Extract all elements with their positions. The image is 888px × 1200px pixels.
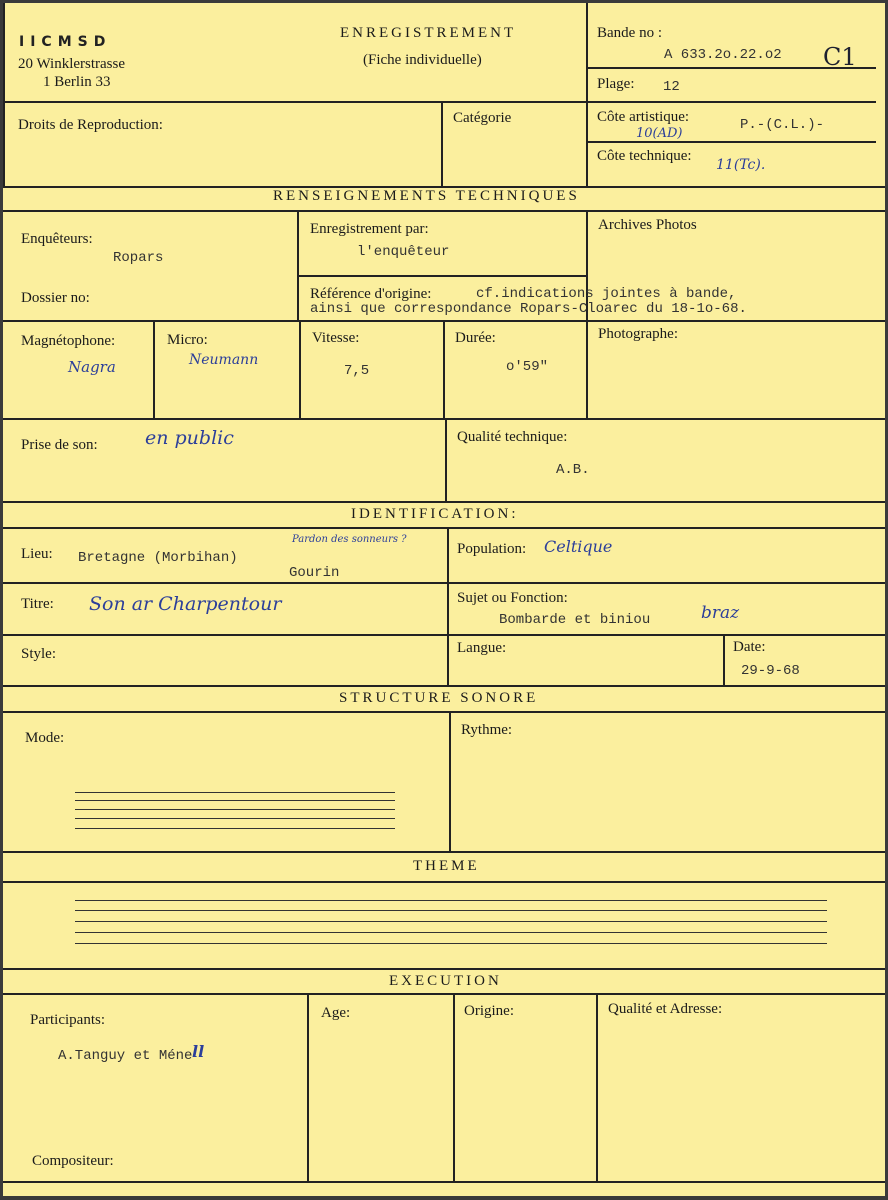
header-divider-2 [586, 3, 588, 188]
style-label: Style: [21, 646, 57, 662]
reference-line-1: cf.indications jointes à bande, [476, 286, 737, 302]
dossier-label: Dossier no: [21, 290, 90, 306]
date-divider [723, 634, 725, 687]
theme-line-1 [75, 900, 827, 901]
lieu-label: Lieu: [21, 546, 53, 562]
theme-line-5 [75, 943, 827, 944]
equipment-bottom-rule [3, 418, 885, 420]
theme-title-rule [3, 881, 885, 883]
mode-label: Mode: [25, 730, 65, 746]
archives-photos-label: Archives Photos [598, 217, 697, 233]
theme-bottom-rule [3, 968, 885, 970]
execution-title-rule [3, 993, 885, 995]
categorie-label: Catégorie [453, 110, 512, 126]
structure-title-rule [3, 711, 885, 713]
prise-de-son-value: en public [145, 427, 234, 449]
micro-divider [299, 320, 301, 420]
record-title: ENREGISTREMENT [340, 25, 517, 41]
sujet-value: Bombarde et biniou [499, 612, 651, 628]
identification-divider [447, 527, 449, 687]
sujet-label: Sujet ou Fonction: [457, 590, 568, 606]
date-value: 29-9-68 [741, 663, 800, 679]
age-label: Age: [321, 1005, 351, 1021]
bande-handwritten: C1 [823, 43, 857, 71]
theme-line-3 [75, 921, 827, 922]
qualite-adresse-label: Qualité et Adresse: [608, 1001, 723, 1017]
mode-line-2 [75, 800, 395, 801]
prise-de-son-label: Prise de son: [21, 437, 98, 453]
magnetophone-label: Magnétophone: [21, 333, 116, 349]
vitesse-label: Vitesse: [312, 330, 360, 346]
titre-label: Titre: [21, 596, 54, 612]
age-divider [307, 993, 309, 1183]
plage-bottom-rule [586, 101, 876, 103]
mode-line-5 [75, 828, 395, 829]
theme-section-title: THEME [413, 858, 480, 874]
qualite-divider [596, 993, 598, 1183]
magnetophone-value: Nagra [68, 358, 116, 376]
langue-label: Langue: [457, 640, 507, 656]
identification-title-rule [3, 527, 885, 529]
cote-technique-handwritten: 11(Tc). [716, 157, 766, 173]
lieu-note: Pardon des sonneurs ? [292, 534, 407, 545]
qualite-technique-label: Qualité technique: [457, 429, 568, 445]
sujet-handwritten: braz [701, 603, 740, 623]
titre-bottom-rule [3, 634, 885, 636]
cote-artistique-handwritten: 10(AD) [636, 126, 683, 141]
identification-bottom-rule [3, 685, 885, 687]
bande-value: A 633.2o.22.o2 [664, 47, 782, 63]
address-line-2: 1 Berlin 33 [43, 74, 111, 90]
mode-divider [449, 711, 451, 853]
plage-label: Plage: [597, 76, 635, 92]
photographe-label: Photographe: [598, 326, 678, 342]
enqueteurs-value: Ropars [113, 250, 164, 266]
mode-line-3 [75, 809, 395, 810]
micro-value: Neumann [189, 352, 259, 368]
population-value: Celtique [544, 537, 613, 556]
technique-section-title: RENSEIGNEMENTS TECHNIQUES [273, 188, 580, 204]
cote-artistique-value: P.-(C.L.)- [740, 117, 825, 133]
address-line-1: 20 Winklerstrasse [18, 56, 126, 72]
origine-label: Origine: [464, 1003, 514, 1019]
header-divider-1 [3, 3, 5, 188]
identification-section-title: IDENTIFICATION: [351, 506, 519, 522]
lieu-value: Bretagne (Morbihan) [78, 550, 238, 566]
structure-bottom-rule [3, 851, 885, 853]
titre-value: Son ar Charpentour [89, 593, 282, 615]
reference-line-2: ainsi que correspondance Ropars-Cloarec du 18-1o-68. [310, 301, 747, 317]
rythme-label: Rythme: [461, 722, 513, 738]
categorie-divider [441, 101, 443, 188]
reference-label: Référence d'origine: [310, 286, 432, 302]
cote-rule [586, 141, 876, 143]
lieu-bottom-rule [3, 582, 885, 584]
vitesse-divider [443, 320, 445, 420]
population-label: Population: [457, 541, 527, 557]
technique-bottom-rule [3, 501, 885, 503]
mode-line-1 [75, 792, 395, 793]
enqueteurs-label: Enquêteurs: [21, 231, 93, 247]
cote-artistique-label: Côte artistique: [597, 109, 690, 125]
prise-divider [445, 418, 447, 503]
duree-value: o'59" [506, 359, 549, 375]
participants-value: A.Tanguy et Méne [58, 1048, 193, 1064]
structure-section-title: STRUCTURE SONORE [339, 690, 539, 706]
institute-logo: IICMSD [19, 34, 112, 50]
micro-label: Micro: [167, 332, 208, 348]
theme-line-2 [75, 910, 827, 911]
bande-label: Bande no : [597, 25, 662, 41]
plage-value: 12 [663, 79, 680, 95]
record-subtitle: (Fiche individuelle) [363, 52, 482, 68]
enregistrement-par-value: l'enquêteur [357, 244, 450, 260]
lieu-value-2: Gourin [289, 565, 340, 581]
card-bottom-rule [3, 1181, 885, 1183]
enregistrement-par-label: Enregistrement par: [310, 221, 429, 237]
cote-technique-label: Côte technique: [597, 148, 692, 164]
execution-section-title: EXECUTION [389, 973, 502, 989]
record-card [3, 3, 885, 1196]
droits-label: Droits de Reproduction: [18, 117, 163, 133]
magneto-divider [153, 320, 155, 420]
duree-label: Durée: [455, 330, 496, 346]
origine-divider [453, 993, 455, 1183]
vitesse-value: 7,5 [344, 363, 370, 379]
technique-divider-a [297, 210, 299, 322]
header-mid-rule [3, 101, 586, 103]
theme-line-4 [75, 932, 827, 933]
technique-title-rule [3, 210, 885, 212]
enregistrement-rule [297, 275, 586, 277]
qualite-technique-value: A.B. [556, 462, 590, 478]
mode-line-4 [75, 818, 395, 819]
participants-handwritten: ll [192, 1042, 205, 1061]
date-label: Date: [733, 639, 766, 655]
participants-label: Participants: [30, 1012, 105, 1028]
compositeur-label: Compositeur: [32, 1153, 114, 1169]
